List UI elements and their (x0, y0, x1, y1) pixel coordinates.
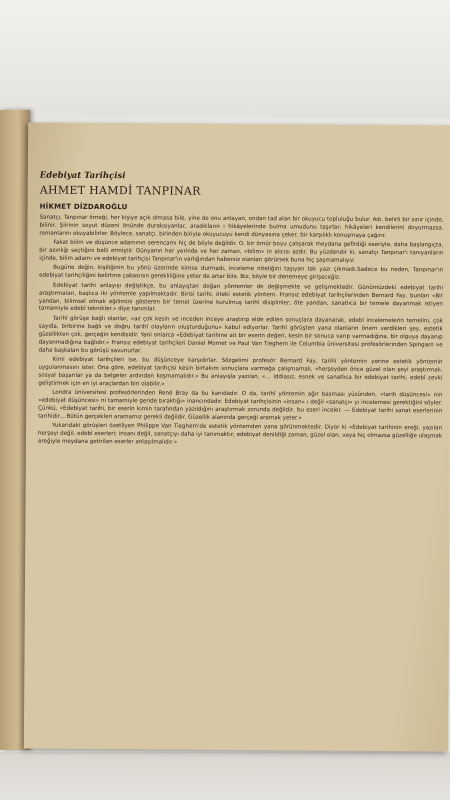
paragraph: Tarihî görüşe bağlı olanlar, «az çok kesin ve inceden inceye araştırıp elde edilen sonuçlara dayanarak, edebî incelemelerin temelini, çok sayıda, birbirine bağlı ve doğru tarihî olayların oluşturduğunu» kabul ediyorlar. Tarihî görüşten yana olanların önem verdikleri şey, estetik güzellikten çok, gerçeğin kendisidir. Yani onlarca «Edebiyat tarihine ait bir eserin değeri, kesin bir sonuca varıp varmadığına, bir olguya dayanıp dayanmadığına bağlıdır.» Fransız edebiyat tarihçileri Daniel Mornet ve Paul Van Tieghem ile Columbia üniversitesi profesörlerinden Spingarn ve daha başkaları bu görüşü savunurlar. (38, 315, 443, 354)
paragraph: Yukarıdaki görüşleri özetliyen Philippe Van Tieghem'de estetik yöntemden yana görünmektedir. Diyor ki «Edebiyat tarihinin ereği, yazılan herşeyi değil, edebî eserleri; insanı değil, sanatçıyı daha iyi tanımaktır; edebiyat denildiği zaman, güzel olan, veya hiç olmazsa güzelliğe ulaşmak ereğiyle meydana getirilen eserler anlaşılmalıdır.» (37, 422, 443, 446)
background-bottom (0, 752, 450, 800)
section-kicker: Edebiyat Tarihçisi (39, 170, 126, 182)
book-page (24, 123, 450, 752)
paragraph: Kimi edebiyat tarihçileri ise, bu düşünceye karşıdırlar. Sözgelimi profesör Bernard Fay, tarihî yöntemin yerine estetik yöntemin uygulanmasını ister. Ona göre, edebiyat tarihçisi kesin birtakım sonuçlara varmağa çalışmamalı, «herşeyden önce güzel olan şeyi araştırmalı, sosyal başarılar ya da belgeler ardından koşmamalıdır.» Bu anlayışla yazılan, «... iddiasız, esnek ve sanatlıca bir edebiyat tarihi, edebî zevki geliştirmek için en iyi araçlardan biri olabilir.» (38, 356, 443, 388)
article-title: AHMET HAMDİ TANPINAR (39, 183, 201, 198)
paragraph: Bugüne değin, kişiliğinin bu yönü üzerinde kimse durmadı, inceleme niteliğini taşıyan tek yazı çıkmadı.Sadece bu neden, Tanpınar'ın edebiyat tarihçiliğini belirtme çabasının gerekliliğine yeter de artar bile. Biz, böyle bir denemeye girişeceğiz. (39, 265, 444, 282)
paragraph: Sanatçı, Tanpınar örneği, her kişiye açık olmasa bile, yine de onu anlayan, ondan tad alan bir okuyucu topluluğu bulur. Adı, belirli bir sınır içinde, bilinir. Şiirinin soyut düzeni önünde duraksıyanlar, aradıkların ı hikâyelerinde bulma umudunu taşırlar; hikâyeleri kendilerini doyurmazsa, romanlarını okuyabilirler. Böylece, sanatçı, birinden biriyle okuyucuyu kendi dünyasına çeker, bir karşılıklı konuşmaya çağırır. (39, 214, 444, 239)
paragraph: Fakat bilim ve düşünce adamının serencamı hiç de böyle değildir. O, bir ömür boyu çalışarak meydana gefirdiği eseriyle, daha başlangıçta, bir azınlığı seçtiğini belli etmiştir. Dünyanın her yerinde ve her zaman, «bilim» in alıcısı azdır. Bu yüzdendir ki, sanatçı Tanpınar'ı tanıyanların içinde, bilim adamı ve edebiyat tarihçisi Tanpınar'ın varlığından habersiz olanları görürsek buna hiç şaşmamalıyız. (39, 239, 444, 264)
article-author: HİKMET DİZDAROĞLU (39, 202, 128, 212)
article (38, 171, 444, 451)
paragraph: Londra üniversitesi profesörlerinden René Bray da bu kanıdadır. O da, tarihî yöntemin ağır basması yüzünden, «tarih düşüncesi» nin «edebiyat düşüncesi» ni tamamiyle geride bıraktığı» inancındadır. Edebiyat tarihçisinin «insan» ı değil «sanatçı» yı incelemesi gerektiğini söyler. Çünkü, «Edebiyat tarihi, bir eserin kimin tarafından yazıldığını araştırmak zorunda değildir, bu eseri inceler. — Edebiyat tarihi sanat eserlerinin tarihidir... Bütün gerçekleri aramamız gerekli değildir. Güzellik alanında gerçeği aramak yeter.» (38, 389, 443, 422)
paragraph: Edebiyat tarihi anlayışı değiştikçe, bu anlayıştan doğan yöntemler de değişmekte ve gelişmektedir. Günümüzdeki edebiyat tarihi araştırmaları, başlıca iki yöntemle yapılmaktadır. Birisi tarihi, öteki estetik yöntem. Fransız edebiyat tarihçilerinden Bernard Fay, bunları «Bir yandan, bilimsel olmak eğilimini gösteren bir temel üzerine kurulmuş tarihî disiplinler, öte yandan, sanatlıca bir temele dayanmak istiyen tamamiyle edebî teknikler.» diye tanımlar. (38, 282, 444, 313)
background-top (0, 0, 450, 118)
